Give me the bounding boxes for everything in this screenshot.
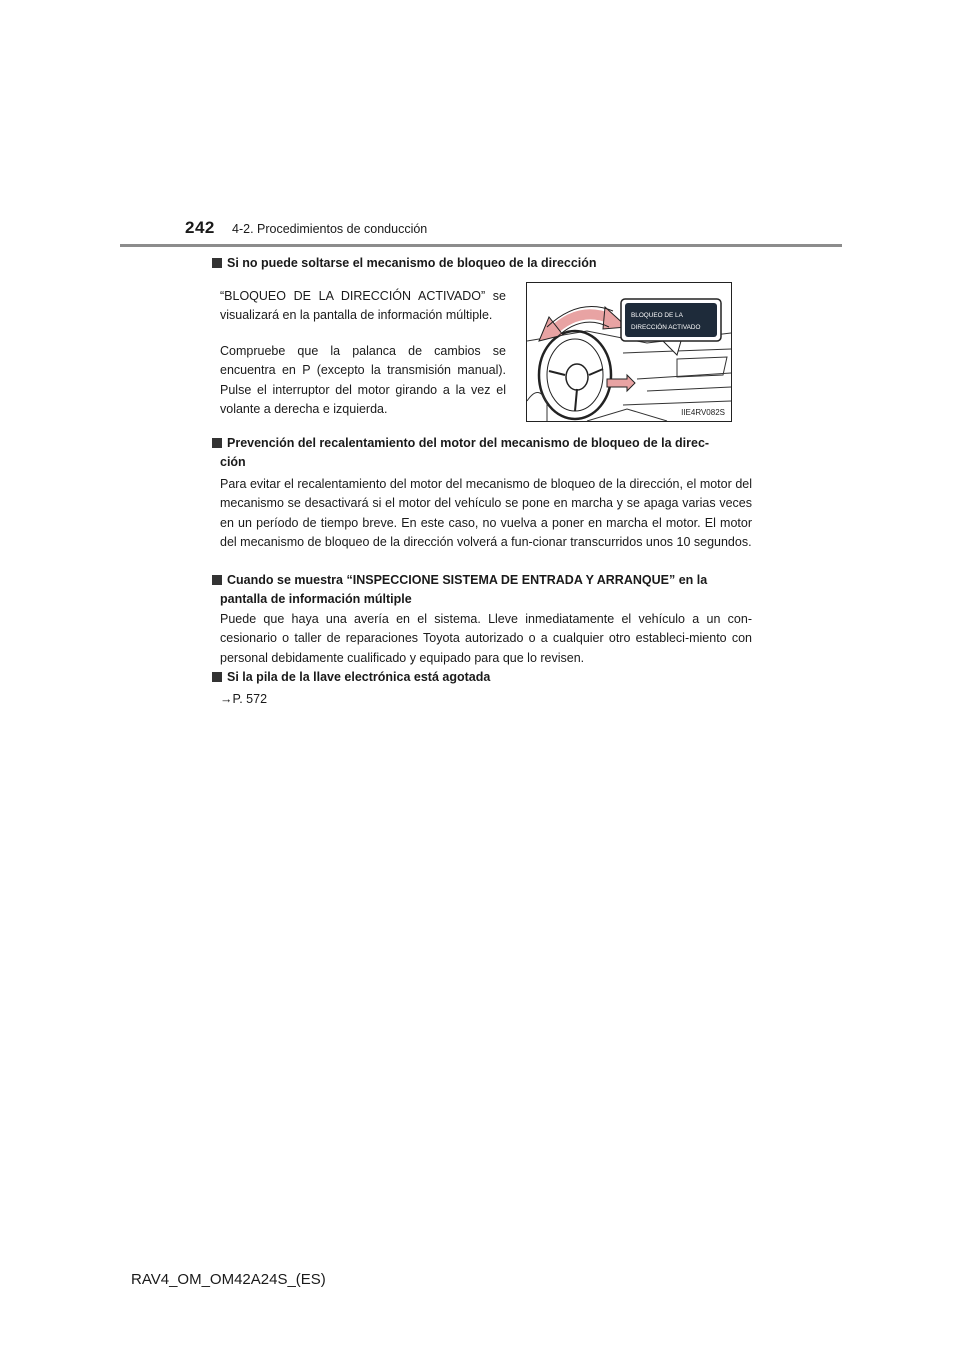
heading-inspect-system: [212, 571, 752, 609]
heading-steering-lock: [212, 254, 597, 273]
heading-text: Si no puede soltarse el mecanismo de bloqueo de la dirección: [227, 256, 597, 270]
paragraph: Puede que haya una avería en el sistema. Lleve inmediatamente el vehículo a un con-cesionario o taller de reparaciones Toyota autorizado o a cualquier otro estableci-miento con personal debidamente cualificado y equipado para que lo revisen.: [220, 612, 752, 665]
heading-text: Cuando se muestra “INSPECCIONE SISTEMA DE ENTRADA Y ARRANQUE” en la: [227, 573, 708, 587]
display-text-line1: BLOQUEO DE LA: [631, 312, 683, 319]
section-title: 4-2. Procedimientos de conducción: [232, 222, 428, 236]
heading-text: Prevención del recalentamiento del motor del mecanismo de bloqueo de la direc-: [227, 436, 710, 450]
heading-text-continued: pantalla de información múltiple: [220, 592, 412, 606]
page-number: 242: [185, 218, 215, 237]
header-divider: [120, 244, 842, 247]
heading-text-continued: ción: [220, 455, 246, 469]
square-bullet-icon: [212, 258, 222, 268]
heading-key-battery: [212, 668, 490, 687]
square-bullet-icon: [212, 672, 222, 682]
paragraph: Compruebe que la palanca de cambios se encuentra en P (excepto la transmisión manual). Pulse el interruptor del motor girando a la vez el volante a derecha e izquierda.: [220, 344, 506, 417]
paragraph: Para evitar el recalentamiento del motor del mecanismo de bloqueo de la dirección, el motor del mecanismo se desactivará si el motor del vehículo se pone en marcha y se apaga varias veces en un período de tiempo breve. En este caso, no vuelva a poner en marcha el motor. El motor del mecanismo de bloqueo de la dirección volverá a fun-cionar transcurridos unos 10 segundos.: [220, 477, 752, 550]
square-bullet-icon: [212, 438, 222, 448]
document-id: RAV4_OM_OM42A24S_(ES): [131, 1271, 326, 1288]
display-text-line2: DIRECCIÓN ACTIVADO: [631, 324, 701, 331]
heading-text: Si la pila de la llave electrónica está agotada: [227, 670, 491, 684]
square-bullet-icon: [212, 575, 222, 585]
heading-motor-overheat: [212, 434, 752, 472]
paragraph: “BLOQUEO DE LA DIRECCIÓN ACTIVADO” se visualizará en la pantalla de información múltiple.: [220, 289, 506, 323]
steering-lock-diagram: [527, 283, 731, 421]
page-reference: →P. 572: [220, 692, 268, 706]
figure-code: IIE4RV082S: [681, 408, 725, 417]
steering-wheel-illustration: [526, 282, 732, 422]
